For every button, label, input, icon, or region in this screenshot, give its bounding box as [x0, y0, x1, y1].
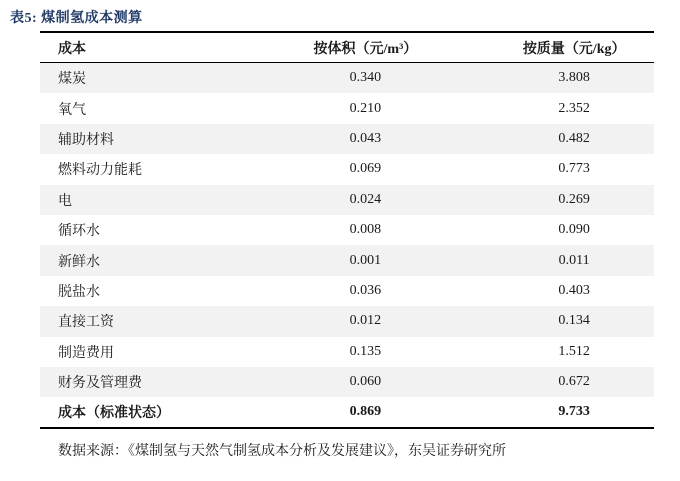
cost-label-cell: 循环水 [58, 224, 100, 240]
volume-value-cell: 0.008 [349, 222, 382, 238]
table-row [40, 306, 654, 336]
total-label-cell: 成本（标准状态） [58, 406, 170, 422]
mass-value-cell: 0.134 [558, 313, 590, 329]
mass-value-cell: 0.269 [558, 191, 590, 207]
cost-label-cell: 氧气 [58, 102, 86, 118]
mass-value-cell: 0.011 [558, 252, 590, 268]
volume-value-cell: 0.036 [349, 282, 382, 298]
cost-label-cell: 直接工资 [58, 315, 114, 331]
table-body [40, 63, 654, 397]
cost-label-cell: 新鲜水 [58, 254, 100, 270]
cost-label-cell: 辅助材料 [58, 132, 114, 148]
cost-label-cell: 脱盐水 [58, 284, 100, 300]
volume-value-cell: 0.135 [349, 343, 382, 359]
volume-value-cell: 0.001 [349, 252, 382, 268]
volume-value-cell: 0.340 [349, 70, 382, 86]
table-row [40, 337, 654, 367]
volume-value-cell: 0.024 [349, 191, 382, 207]
volume-value-cell: 0.060 [349, 374, 382, 390]
table-row [40, 93, 654, 123]
table-row [40, 154, 654, 184]
cost-label-cell: 制造费用 [58, 345, 114, 361]
volume-value-cell: 0.210 [349, 100, 382, 116]
header-by-volume: 按体积（元/m³） [313, 41, 418, 57]
mass-value-cell: 0.090 [558, 222, 590, 238]
mass-value-cell: 0.482 [558, 130, 590, 146]
header-by-mass: 按质量（元/kg） [522, 41, 626, 57]
cost-label-cell: 财务及管理费 [58, 376, 142, 392]
mass-value-cell: 0.672 [558, 374, 590, 390]
table-row [40, 215, 654, 245]
mass-value-cell: 1.512 [558, 343, 590, 359]
total-volume-cell: 0.869 [349, 404, 382, 420]
table-total-row [40, 397, 654, 427]
volume-value-cell: 0.069 [349, 161, 382, 177]
table-row [40, 63, 654, 93]
volume-value-cell: 0.043 [349, 130, 382, 146]
table-row [40, 185, 654, 215]
mass-value-cell: 0.403 [558, 282, 590, 298]
cost-label-cell: 煤炭 [58, 72, 86, 88]
volume-value-cell: 0.012 [349, 313, 382, 329]
table-row [40, 367, 654, 397]
cost-table [40, 31, 654, 429]
mass-value-cell: 3.808 [558, 70, 590, 86]
table-row [40, 124, 654, 154]
mass-value-cell: 2.352 [558, 100, 590, 116]
data-source-note: 数据来源：《煤制氢与天然气制氢成本分析及发展建议》，东吴证券研究所 [58, 444, 506, 459]
table-row [40, 245, 654, 275]
cost-label-cell: 燃料动力能耗 [58, 163, 142, 179]
cost-label-cell: 电 [58, 193, 72, 209]
mass-value-cell: 0.773 [558, 161, 590, 177]
header-cost: 成本 [58, 41, 86, 57]
table-row [40, 276, 654, 306]
total-mass-cell: 9.733 [558, 404, 590, 420]
table-title: 表5: 煤制氢成本测算 [10, 11, 143, 26]
table-header-row [40, 33, 654, 63]
